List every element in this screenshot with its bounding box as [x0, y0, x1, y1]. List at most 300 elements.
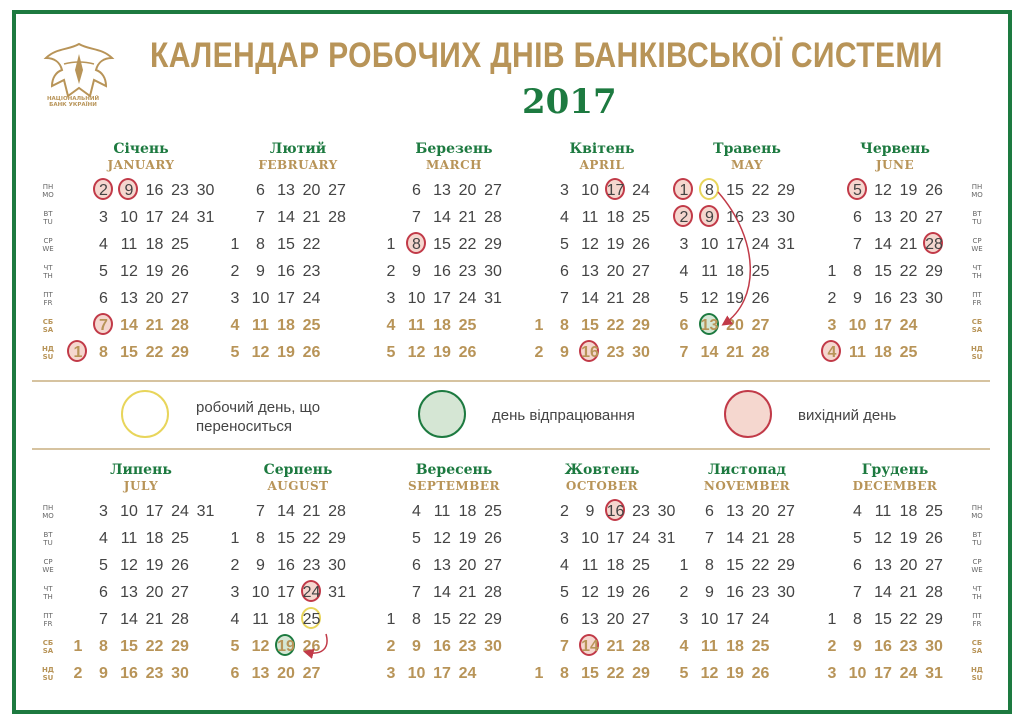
- day-cell: 6: [412, 182, 421, 199]
- day-cell: 9: [412, 263, 421, 280]
- day-cell: 3: [679, 236, 689, 253]
- day-cell: 7: [560, 638, 569, 655]
- day-cell: 17: [277, 290, 295, 307]
- day-cell: 22: [899, 263, 918, 280]
- weekday-label: СБ SA: [971, 639, 983, 655]
- day-cell: 16: [726, 209, 744, 226]
- day-cell: 12: [251, 344, 270, 361]
- day-cell: 21: [302, 503, 321, 520]
- day-cell: 9: [585, 503, 595, 520]
- day-cell: 16: [578, 339, 602, 366]
- day-cell: 20: [277, 665, 295, 682]
- day-cell: 2: [827, 290, 837, 307]
- day-cell: 22: [145, 638, 164, 655]
- day-cell: 15: [277, 530, 295, 547]
- day-cell: 19: [899, 182, 918, 199]
- day-cell: 11: [252, 611, 269, 628]
- month-name-en: APRIL: [579, 158, 625, 172]
- day-cell: 14: [726, 530, 744, 547]
- day-cell: 5: [99, 557, 108, 574]
- day-cell: 6: [853, 209, 862, 226]
- day-cell: 24: [632, 530, 650, 547]
- weekday-label: ПТ FR: [43, 612, 53, 628]
- day-cell: 19: [277, 344, 295, 361]
- month-name-en: SEPTEMBER: [408, 479, 500, 493]
- day-cell: 1: [230, 530, 240, 547]
- day-cell: 6: [256, 182, 265, 199]
- day-cell: 21: [751, 530, 770, 547]
- day-cell: 4: [99, 530, 108, 547]
- month-name-en: JANUARY: [107, 158, 175, 172]
- weekday-label: ВТ TU: [43, 531, 53, 547]
- day-cell: 18: [433, 317, 451, 334]
- day-cell: 25: [751, 638, 770, 655]
- day-cell: 31: [328, 584, 346, 601]
- day-cell: 13: [433, 557, 451, 574]
- day-cell: 2: [672, 204, 696, 231]
- weekday-label: ЧТ TH: [43, 585, 53, 601]
- day-cell: 6: [560, 263, 569, 280]
- divider-bottom: [32, 448, 990, 450]
- day-cell: 28: [777, 530, 795, 547]
- day-cell: 1: [386, 611, 396, 628]
- day-cell: 7: [853, 584, 862, 601]
- day-cell: 31: [657, 530, 676, 547]
- day-cell: 16: [726, 584, 744, 601]
- day-cell: 24: [171, 503, 189, 520]
- day-cell: 5: [386, 344, 396, 361]
- day-cell: 21: [899, 236, 918, 253]
- day-cell: 25: [484, 503, 502, 520]
- month-name-ua: Листопад: [708, 462, 786, 478]
- day-cell: 18: [874, 344, 892, 361]
- month-name-ua: Червень: [860, 141, 930, 157]
- divider-top: [32, 380, 990, 382]
- day-cell: 16: [874, 290, 892, 307]
- day-cell: 15: [726, 182, 744, 199]
- day-cell: 24: [751, 611, 770, 628]
- month-name-en: MARCH: [426, 158, 482, 172]
- day-cell: 23: [632, 503, 650, 520]
- day-cell: 1: [386, 236, 396, 253]
- day-cell: 26: [925, 530, 943, 547]
- day-cell: 20: [726, 317, 744, 334]
- weekday-label: ЧТ TH: [972, 585, 982, 601]
- day-cell: 19: [274, 633, 298, 660]
- day-cell: 21: [899, 584, 918, 601]
- day-cell: 13: [581, 611, 599, 628]
- day-cell: 2: [73, 665, 83, 682]
- day-cell: 2: [679, 584, 689, 601]
- day-cell: 5: [679, 290, 689, 307]
- day-cell: 13: [277, 182, 295, 199]
- day-cell: 18: [145, 236, 164, 253]
- day-cell: 4: [679, 263, 689, 280]
- day-cell: 17: [726, 236, 744, 253]
- day-cell: 19: [145, 263, 164, 280]
- month-january: [66, 141, 216, 361]
- day-cell: 27: [632, 263, 650, 280]
- day-cell: 2: [534, 344, 544, 361]
- day-cell: 20: [899, 557, 918, 574]
- day-cell: 8: [99, 344, 108, 361]
- month-name-ua: Березень: [415, 141, 493, 157]
- day-cell: 29: [925, 263, 943, 280]
- day-cell: 12: [874, 530, 892, 547]
- day-cell: 2: [230, 557, 240, 574]
- day-cell: 20: [458, 557, 477, 574]
- page-title: КАЛЕНДАР РОБОЧИХ ДНІВ БАНКІВСЬКОЇ СИСТЕМИ: [150, 36, 943, 75]
- day-cell: 31: [484, 290, 502, 307]
- day-cell: 8: [560, 317, 569, 334]
- day-cell: 24: [899, 665, 918, 682]
- day-cell: 14: [120, 317, 138, 334]
- day-cell: 4: [853, 503, 862, 520]
- day-cell: 5: [853, 530, 862, 547]
- day-cell: 18: [606, 557, 625, 574]
- day-cell: 6: [412, 557, 421, 574]
- day-cell: 30: [657, 503, 676, 520]
- weekday-label: НД SU: [970, 345, 984, 361]
- day-cell: 12: [700, 665, 719, 682]
- month-name-ua: Травень: [713, 141, 781, 157]
- day-cell: 26: [302, 638, 321, 655]
- day-cell: 10: [251, 584, 270, 601]
- day-cell: 16: [120, 665, 138, 682]
- day-cell: 17: [874, 317, 892, 334]
- day-cell: 11: [874, 503, 892, 520]
- weekday-label: ПТ FR: [972, 291, 982, 307]
- day-cell: 3: [679, 611, 689, 628]
- day-cell: 19: [145, 557, 164, 574]
- day-cell: 17: [145, 209, 164, 226]
- day-cell: 22: [751, 557, 770, 574]
- day-cell: 2: [386, 638, 396, 655]
- day-cell: 11: [701, 638, 718, 655]
- day-cell: 11: [433, 503, 451, 520]
- day-cell: 25: [751, 263, 770, 280]
- nbu-logo: [34, 40, 124, 120]
- day-cell: 26: [458, 344, 477, 361]
- weekday-label: ВТ TU: [972, 210, 982, 226]
- day-cell: 4: [560, 557, 569, 574]
- day-cell: 16: [433, 638, 451, 655]
- day-cell: 22: [606, 317, 625, 334]
- day-cell: 14: [700, 344, 719, 361]
- weekday-label: ПН MO: [971, 504, 983, 520]
- day-cell: 25: [925, 503, 943, 520]
- day-cell: 23: [302, 557, 321, 574]
- month-name-ua: Січень: [113, 141, 169, 157]
- day-cell: 21: [302, 209, 321, 226]
- day-cell: 23: [458, 638, 477, 655]
- weekday-label: СБ SA: [42, 639, 54, 655]
- day-cell: 8: [405, 231, 429, 258]
- day-cell: 7: [412, 209, 421, 226]
- day-cell: 1: [672, 177, 696, 204]
- day-cell: 27: [171, 584, 189, 601]
- weekday-label: ЧТ TH: [43, 264, 53, 280]
- day-cell: 13: [874, 557, 892, 574]
- day-cell: 24: [171, 209, 189, 226]
- month-name-en: OCTOBER: [565, 479, 639, 493]
- day-cell: 23: [751, 209, 770, 226]
- day-cell: 7: [679, 344, 689, 361]
- day-cell: 23: [302, 263, 321, 280]
- day-cell: 6: [705, 503, 714, 520]
- day-cell: 16: [277, 263, 295, 280]
- day-cell: 24: [899, 317, 918, 334]
- day-cell: 21: [606, 638, 625, 655]
- day-cell: 10: [120, 209, 138, 226]
- day-cell: 9: [117, 177, 141, 204]
- day-cell: 22: [145, 344, 164, 361]
- day-cell: 27: [484, 182, 502, 199]
- day-cell: 12: [120, 557, 138, 574]
- day-cell: 9: [412, 638, 421, 655]
- day-cell: 2: [560, 503, 569, 520]
- month-name-ua: Серпень: [263, 462, 333, 478]
- day-cell: 28: [484, 584, 502, 601]
- day-cell: 7: [412, 584, 421, 601]
- day-cell: 26: [632, 236, 650, 253]
- day-cell: 7: [99, 611, 108, 628]
- day-cell: 10: [120, 503, 138, 520]
- month-name-ua: Квітень: [569, 141, 635, 157]
- day-cell: 8: [256, 236, 265, 253]
- day-cell: 14: [874, 584, 892, 601]
- day-cell: 10: [407, 290, 426, 307]
- day-cell: 9: [705, 584, 714, 601]
- day-cell: 1: [827, 263, 837, 280]
- day-cell: 14: [874, 236, 892, 253]
- day-cell: 28: [171, 611, 189, 628]
- day-cell: 15: [120, 638, 138, 655]
- legend-green-circle: [418, 390, 466, 438]
- day-cell: 13: [120, 584, 138, 601]
- month-august: [223, 462, 373, 682]
- day-cell: 6: [679, 317, 689, 334]
- day-cell: 18: [277, 611, 295, 628]
- day-cell: 15: [277, 236, 295, 253]
- day-cell: 8: [412, 611, 421, 628]
- day-cell: 10: [407, 665, 426, 682]
- day-cell: 31: [777, 236, 795, 253]
- legend-workoff-day: день відпрацювання: [492, 407, 635, 424]
- day-cell: 21: [458, 584, 477, 601]
- day-cell: 16: [604, 498, 628, 525]
- day-cell: 24: [458, 665, 477, 682]
- day-cell: 27: [777, 503, 795, 520]
- day-cell: 10: [581, 182, 599, 199]
- day-cell: 13: [874, 209, 892, 226]
- day-cell: 2: [92, 177, 116, 204]
- nbu-emblem-icon: [34, 40, 124, 100]
- day-cell: 9: [853, 638, 862, 655]
- day-cell: 2: [230, 263, 240, 280]
- day-cell: 12: [581, 584, 599, 601]
- day-cell: 20: [145, 584, 164, 601]
- weekday-label: НД SU: [970, 666, 984, 682]
- day-cell: 11: [408, 317, 425, 334]
- month-name-en: MAY: [730, 158, 764, 172]
- day-cell: 5: [412, 530, 421, 547]
- day-cell: 5: [230, 638, 240, 655]
- day-cell: 30: [777, 209, 795, 226]
- month-july: [66, 462, 216, 682]
- day-cell: 26: [302, 344, 321, 361]
- day-cell: 29: [777, 557, 795, 574]
- legend-day-off: вихідний день: [798, 407, 897, 424]
- day-cell: 27: [171, 290, 189, 307]
- day-cell: 24: [751, 236, 770, 253]
- day-cell: 21: [726, 344, 744, 361]
- day-cell: 30: [484, 638, 502, 655]
- page-year: 2017: [522, 82, 617, 122]
- weekday-label: СР WE: [42, 558, 54, 574]
- day-cell: 4: [99, 236, 108, 253]
- day-cell: 18: [726, 263, 744, 280]
- day-cell: 22: [458, 236, 477, 253]
- day-cell: 5: [846, 177, 870, 204]
- day-cell: 11: [581, 209, 599, 226]
- day-cell: 28: [484, 209, 502, 226]
- day-cell: 20: [899, 209, 918, 226]
- day-cell: 1: [66, 339, 90, 366]
- weekday-label: СБ SA: [42, 318, 54, 334]
- day-cell: 24: [458, 290, 477, 307]
- day-cell: 31: [196, 209, 215, 226]
- day-cell: 11: [701, 263, 718, 280]
- day-cell: 19: [433, 344, 451, 361]
- day-cell: 17: [145, 503, 164, 520]
- day-cell: 24: [302, 290, 321, 307]
- day-cell: 29: [484, 611, 502, 628]
- day-cell: 8: [853, 263, 862, 280]
- day-cell: 26: [632, 584, 650, 601]
- day-cell: 9: [256, 557, 265, 574]
- day-cell: 30: [777, 584, 795, 601]
- day-cell: 22: [751, 182, 770, 199]
- weekday-label: НД SU: [41, 345, 55, 361]
- month-june: [820, 141, 970, 361]
- day-cell: 13: [726, 503, 744, 520]
- month-april: [527, 141, 677, 361]
- day-cell: 28: [925, 584, 943, 601]
- day-cell: 25: [300, 606, 324, 633]
- day-cell: 20: [458, 182, 477, 199]
- day-cell: 15: [433, 611, 451, 628]
- day-cell: 26: [751, 665, 770, 682]
- day-cell: 3: [560, 530, 569, 547]
- day-cell: 4: [386, 317, 396, 334]
- weekday-label: ВТ TU: [43, 210, 53, 226]
- day-cell: 12: [251, 638, 270, 655]
- day-cell: 20: [145, 290, 164, 307]
- day-cell: 31: [925, 665, 943, 682]
- day-cell: 12: [407, 344, 426, 361]
- day-cell: 9: [256, 263, 265, 280]
- day-cell: 12: [433, 530, 451, 547]
- day-cell: 1: [534, 317, 544, 334]
- day-cell: 17: [433, 290, 451, 307]
- day-cell: 15: [433, 236, 451, 253]
- day-cell: 1: [230, 236, 240, 253]
- day-cell: 3: [560, 182, 569, 199]
- day-cell: 22: [899, 611, 918, 628]
- day-cell: 13: [698, 312, 722, 339]
- day-cell: 30: [632, 344, 650, 361]
- day-cell: 3: [827, 665, 837, 682]
- month-february: [223, 141, 373, 361]
- day-cell: 6: [230, 665, 240, 682]
- day-cell: 5: [99, 263, 108, 280]
- day-cell: 30: [171, 665, 189, 682]
- day-cell: 4: [412, 503, 421, 520]
- day-cell: 15: [874, 263, 892, 280]
- day-cell: 29: [171, 344, 189, 361]
- day-cell: 11: [252, 317, 269, 334]
- day-cell: 13: [433, 182, 451, 199]
- day-cell: 19: [606, 584, 625, 601]
- day-cell: 5: [560, 584, 569, 601]
- day-cell: 21: [458, 209, 477, 226]
- day-cell: 6: [560, 611, 569, 628]
- day-cell: 1: [73, 638, 83, 655]
- month-may: [672, 141, 822, 361]
- day-cell: 3: [827, 317, 837, 334]
- day-cell: 27: [925, 209, 943, 226]
- day-cell: 23: [751, 584, 770, 601]
- day-cell: 27: [751, 317, 770, 334]
- day-cell: 25: [171, 530, 189, 547]
- day-cell: 5: [560, 236, 569, 253]
- day-cell: 28: [751, 344, 770, 361]
- day-cell: 14: [433, 584, 451, 601]
- day-cell: 14: [578, 633, 602, 660]
- day-cell: 17: [606, 530, 625, 547]
- day-cell: 10: [848, 665, 867, 682]
- day-cell: 25: [899, 344, 918, 361]
- weekday-label: ВТ TU: [972, 531, 982, 547]
- day-cell: 3: [386, 665, 396, 682]
- day-cell: 24: [632, 182, 650, 199]
- month-name-en: JULY: [123, 479, 159, 493]
- day-cell: 23: [171, 182, 189, 199]
- day-cell: 21: [145, 611, 164, 628]
- day-cell: 7: [92, 312, 116, 339]
- day-cell: 21: [606, 290, 625, 307]
- month-march: [379, 141, 529, 361]
- day-cell: 18: [606, 209, 625, 226]
- day-cell: 8: [560, 665, 569, 682]
- day-cell: 30: [925, 638, 943, 655]
- day-cell: 23: [606, 344, 625, 361]
- day-cell: 19: [606, 236, 625, 253]
- day-cell: 23: [899, 290, 918, 307]
- day-cell: 8: [256, 530, 265, 547]
- day-cell: 18: [899, 503, 918, 520]
- day-cell: 23: [899, 638, 918, 655]
- day-cell: 29: [632, 665, 650, 682]
- day-cell: 26: [171, 557, 189, 574]
- day-cell: 25: [171, 236, 189, 253]
- day-cell: 18: [726, 638, 744, 655]
- day-cell: 29: [328, 530, 346, 547]
- month-name-ua: Липень: [110, 462, 172, 478]
- day-cell: 23: [145, 665, 164, 682]
- day-cell: 30: [328, 557, 346, 574]
